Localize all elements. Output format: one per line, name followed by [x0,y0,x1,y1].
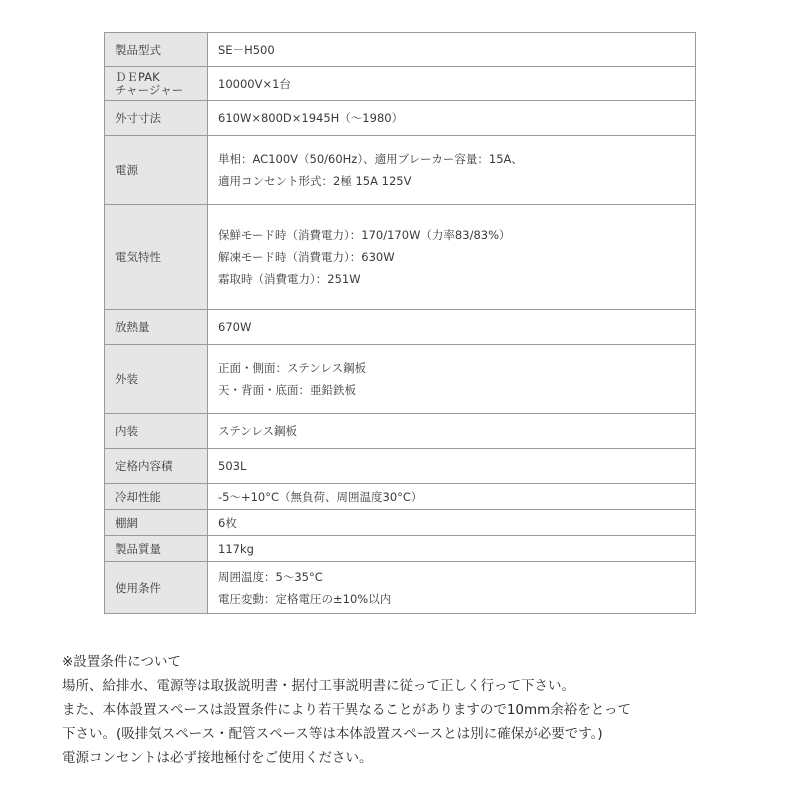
row-label-text: ＤＥPAK [115,69,160,84]
row-label [105,136,208,205]
row-value-text: 610W×800D×1945H（～1980） [218,111,404,125]
row-label [105,67,208,101]
row-value [208,101,696,136]
row-label [105,345,208,414]
row-label-text: 電源 [115,163,138,177]
row-value-text: 保鮮モード時（消費電力）：170/170W（力率83/83%） [218,228,511,242]
table-row [105,562,696,614]
row-value-text: 適用コンセント形式：2極 15A 125V [218,174,412,188]
table-row [105,449,696,484]
row-value [208,484,696,510]
row-value-text: -5～+10°C（無負荷、周囲温度30°C） [218,489,423,504]
row-value-text: 電圧変動：定格電圧の±10%以内 [218,591,392,606]
row-label [105,205,208,310]
row-value-text: 10000V×1台 [218,76,291,91]
table-row [105,484,696,510]
row-value-text: 670W [218,320,252,334]
row-label-text: 外寸寸法 [115,111,161,125]
row-label-text: 製品型式 [115,42,161,57]
row-value [208,536,696,562]
table-row [105,205,696,310]
row-label [105,510,208,536]
row-label-text: 冷却性能 [115,489,161,504]
row-value [208,562,696,614]
row-value [208,510,696,536]
row-value [208,67,696,101]
table-row [105,67,696,101]
row-value [208,205,696,310]
table-row [105,33,696,67]
row-label-text: 放熱量 [115,320,150,334]
row-value-text: 周囲温度：5～35°C [218,569,323,584]
row-label-text: 製品質量 [115,541,161,556]
row-label-text: 内装 [115,424,138,438]
table-row [105,510,696,536]
note-line: 下さい。(吸排気スペース・配管スペース等は本体設置スペースとは別に確保が必要です。) [62,726,603,742]
table-row [105,345,696,414]
spec-table [104,32,696,614]
row-value-text: 解凍モード時（消費電力）：630W [218,250,395,264]
row-label-text: 棚網 [115,515,138,530]
table-row [105,136,696,205]
row-value [208,310,696,345]
row-label [105,414,208,449]
table-row [105,310,696,345]
row-label [105,33,208,67]
row-label [105,310,208,345]
table-row [105,101,696,136]
row-label [105,536,208,562]
row-value [208,345,696,414]
table-row [105,414,696,449]
row-value [208,33,696,67]
row-value [208,449,696,484]
note-line: また、本体設置スペースは設置条件により若干異なることがありますので10mm余裕をとって [62,702,632,718]
row-value [208,136,696,205]
row-value-text: 天・背面・底面：亜鉛鉄板 [218,383,356,397]
row-value-text: ステンレス鋼板 [218,424,298,438]
notes-heading: ※設置条件について [62,654,182,670]
row-label-text: 外装 [115,372,138,386]
row-label-text: 電気特性 [115,250,161,264]
row-value-text: 正面・側面：ステンレス鋼板 [218,361,367,375]
row-label [105,101,208,136]
row-value [208,414,696,449]
row-label-text: 使用条件 [115,580,161,595]
row-label [105,449,208,484]
row-value-text: 6枚 [218,515,237,530]
installation-notes [62,650,762,770]
table-row [105,536,696,562]
row-label-text: チャージャー [115,82,184,97]
row-label [105,484,208,510]
row-value-text: 霜取時（消費電力）：251W [218,272,361,286]
row-value-text: SE－H500 [218,42,275,57]
row-value-text: 単相：AC100V（50/60Hz）、適用ブレーカー容量：15A、 [218,152,523,166]
row-value-text: 503L [218,459,247,473]
note-line: 電源コンセントは必ず接地極付をご使用ください。 [62,750,373,766]
row-label [105,562,208,614]
row-label-text: 定格内容積 [115,459,173,473]
note-line: 場所、給排水、電源等は取扱説明書・据付工事説明書に従って正しく行って下さい。 [62,678,575,694]
row-value-text: 117kg [218,541,254,556]
